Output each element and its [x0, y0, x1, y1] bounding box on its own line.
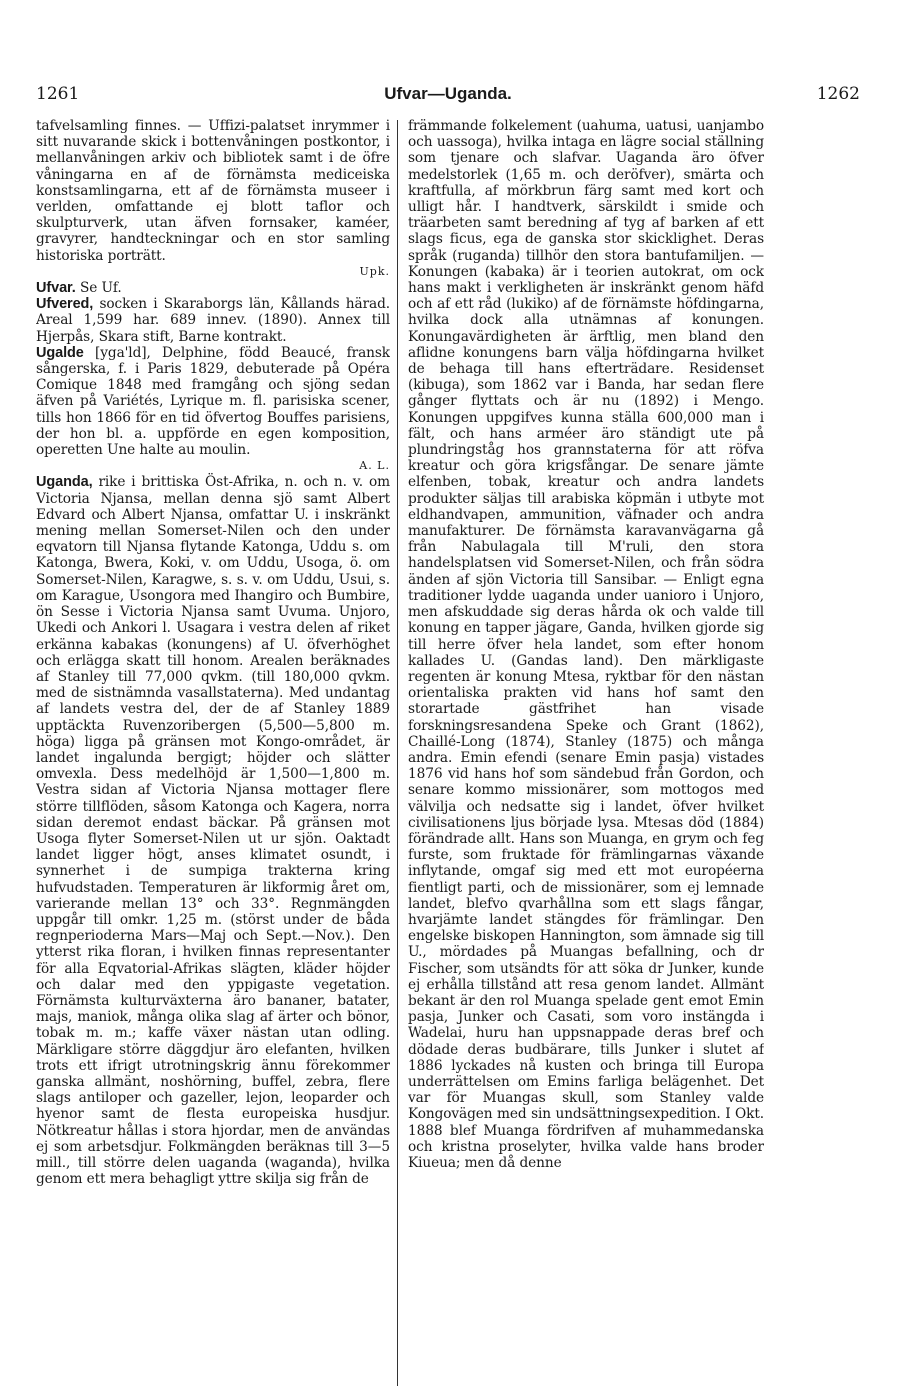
uganda-continuation: främmande folkelement (uahuma, uatusi, uanjambo och uassoga), hvilka intaga en lägre social ställning som tjenare och slafvar. Uaganda äro öfver medelstorlek (1,65 m. och deröfver), smärta och kraftfulla, af mörkbrun färg samt med kort och ulligt hår. I handtverk, särskildt i smide och träarbeten samt beredning af tyg af barken af ett slags ficus, ega de ganska stor skicklighet. Deras språk (ruganda) tillhör den stora bantufamiljen. — Konungen (kabaka) är i teorien autokrat, om ock hans makt i verkligheten är inskränkt genom häfd och af ett råd (lukiko) af de förnämste höfdingarna, hvilka dock alla utnämnas af konungen. Konungavärdigheten är ärftlig, men bland den aflidne konungens barn välja höfdingarna hvilket de behaga till hans efterträdare. Residenset (kibuga), som 1862 var i Banda, har sedan flere gånger flyttats och är nu (1892) i Mengo. Konungen uppgifves kunna ställa 600,000 man i fält, och hans arméer äro ständigt ute på plundringståg hos grannstaterna för att röfva kreatur och göra krigsfångar. De senare jämte elfenben, tobak, kreatur och andra landets produkter säljas till arabiska köpmän i utbyte mot eldhandvapen, ammunition, väfnader och andra manufakturer. De förnämsta karavanvägarna gå från Nabulagala till M'ruli, den stora handelsplatsen vid Somerset-Nilen, och från södra änden af sjön Victoria till Sansibar. — Enligt egna traditioner lydde uaganda under uanioro i Unjoro, men afskuddade sig deras hårda ok och valde till konung en tapper jägare, Ganda, hvilken gjorde sig till herre öfver hela landet, som efter honom kallades U. (Gandas land). Den märkligaste regenten är konung Mtesa, ryktbar för den nästan orientaliska prakten vid hans hof samt den storartade gästfrihet han visade forskningsresandena Speke och Grant (1862), Chaillé-Long (1874), Stanley (1875) och många andra. Emin efendi (senare Emin pasja) vistades 1876 vid hans hof som sändebud från Gordon, och senare kommo missionärer, som mottogos med välvilja och nedsatte sig i landet, öfver hvilket civilisationens ljus började lysa. Mtesas död (1884) förändrade allt. Hans son Muanga, en grym och feg furste, som fruktade för främlingarnas växande inflytande, omgaf sig med ett mot européerna fientligt parti, och de missionärer, som ej lemnade landet, blefvo qvarhållna som ett slags fångar, hvarjämte landet stängdes för främlingar. Den engelske biskopen Hannington, som ämnade sig till U., mördades på Muangas befallning, och dr Fischer, som utsändts för att söka dr Junker, kunde ej erhålla tillstånd att resa genom landet. Allmänt bekant är den rol Muanga spelade gent emot Emin pasja, Junker och Casati, som voro instängda i Wadelai, huru han uppsnappade deras bref och dödade deras budbärare, tills Junker i slutet af 1886 lyckades nå kusten och bringa till Europa underrättelsen om Emins farliga belägenhet. Det var för Muangas skull, som Stanley valde Kongovägen med sin undsättningsexpedition. I Okt. 1888 blef Muanga fördrifven af muhammedanska och kristna proselyter, hvilka valde hans broder Kiueua; men då denne — [408, 118, 764, 1171]
entry-ufvered — [36, 296, 390, 345]
entry-text: [yga'ld], Delphine, född Beaucé, fransk sångerska, f. i Paris 1829, debuterade på Opéra Comique 1848 med framgång och sjöng sedan äfven på Variétés, Lyrique m. fl. parisiska scener, tills hon 1866 för en tid öfvertog Bouffes parisiens, der hon bl. a. uppförde en egen komposition, operetten Une halte au moulin. — [36, 344, 390, 459]
headword: Ufvered, — [36, 296, 94, 313]
signature: A. L. — [359, 459, 390, 473]
entry-text: rike i brittiska Öst-Afrika, n. och n. v. om Victoria Njansa, mellan denna sjö samt Albert Edvard och Albert Njansa, omfattar U. i inskränkt mening mellan Somerset-Nilen och den under eqvatorn till Njansa flytande Katonga, Uddu s. om Katonga, Bwera, Koki, v. om Uddu, Usoga, ö. om Somerset-Nilen, Karagwe, s. s. v. om Uddu, Usui, s. om Karague, Usongora med Ihangiro och Bumbire, ön Sesse i Victoria Njansa samt Uvuma. Unjoro, Ukedi och Ankori l. Usagara i vestra delen af riket erkänna kabakas (konungens) af U. öfverhöghet och erlägga skatt till honom. Arealen beräknades af Stanley till 77,000 qvkm. (till 180,000 qvkm. med de sistnämnda vasallstaterna). Med undantag af landets vestra del, der de af Stanley 1889 upptäckta Ruvenzoribergen (5,500—5,800 m. höga) ligga på gränsen mot Kongo-området, är landet ingalunda bergigt; höjder och slätter omvexla. Dess medelhöjd är 1,500—1,800 m. Vestra sidan af Victoria Njansa mottager flere större tillflöden, såsom Katonga och Kagera, norra sidan deremot endast bäckar. På gränsen mot Usoga flyter Somerset-Nilen ut ur sjön. Oaktadt landet ligger högt, anses klimatet osundt, i synnerhet i de sumpiga trakterna kring hufvudstaden. Temperaturen är likformig året om, varierande mellan 13° och 33°. Regnmängden uppgår till omkr. 1,25 m. (störst under de båda regnperioderna Mars—Maj och Sept.—Nov.). Den ytterst rika floran, i hvilken finnas representanter för alla Eqvatorial-Afrikas slägten, kläder höjder och dalar med den yppigaste vegetation. Förnämsta kulturväxterna äro bananer, batater, majs, maniok, många olika slag af ärter och bönor, tobak m. m.; kaffe växer nästan utan odling. Märkligare större däggdjur äro elefanten, hvilken trots ett ifrigt utrotningskrig ännu förekommer ganska allmänt, noshörning, buffel, zebra, flere slags antiloper och gazeller, lejon, leoparder och hyenor samt de flesta europeiska husdjur. Nötkreatur hållas i stora hjordar, men de användas ej som arbetsdjur. Folkmängden beräknas till 3—5 mill., till större delen uaganda (waganda), hvilka genom ett mera behagligt yttre skilja sig från de — [36, 474, 390, 1188]
continuation-text: tafvelsamling finnes. — Uffizi-palatset inrymmer i sitt nuvarande skick i bottenvåningen postkontor, i mellanvåningen arkiv och bibliotek samt i de öfre våningarna en af de förnämsta mediceiska konstsamlingarna, ett af de förnämsta museer i verlden, omfattande ej blott taflor och skulpturverk, utan äfven fornsaker, kaméer, gravyrer, handteckningar och en stor samling historiska porträtt. — [36, 118, 390, 264]
left-page-number: 1261 — [36, 84, 80, 104]
entry-text: socken i Skaraborgs län, Kållands härad. Areal 1,599 har. 689 innev. (1890). Annex till Hjerpås, Skara stift, Barne kontrakt. — [36, 296, 390, 345]
entry-text: Se Uf. — [75, 280, 122, 297]
running-head: Ufvar—Uganda. — [384, 84, 512, 103]
page-header — [36, 84, 860, 108]
right-column — [408, 118, 764, 1388]
entry-ufvar — [36, 280, 390, 296]
left-column — [36, 118, 390, 1388]
signature: Upk. — [359, 264, 390, 278]
continuation-paragraph — [36, 118, 390, 280]
headword: Ufvar. — [36, 280, 76, 297]
headword: Uganda, — [36, 474, 93, 491]
entry-ugalde — [36, 345, 390, 475]
right-page-number: 1262 — [816, 84, 860, 104]
entry-uganda — [36, 474, 390, 1187]
column-divider — [397, 120, 398, 1386]
headword: Ugalde — [36, 344, 84, 361]
